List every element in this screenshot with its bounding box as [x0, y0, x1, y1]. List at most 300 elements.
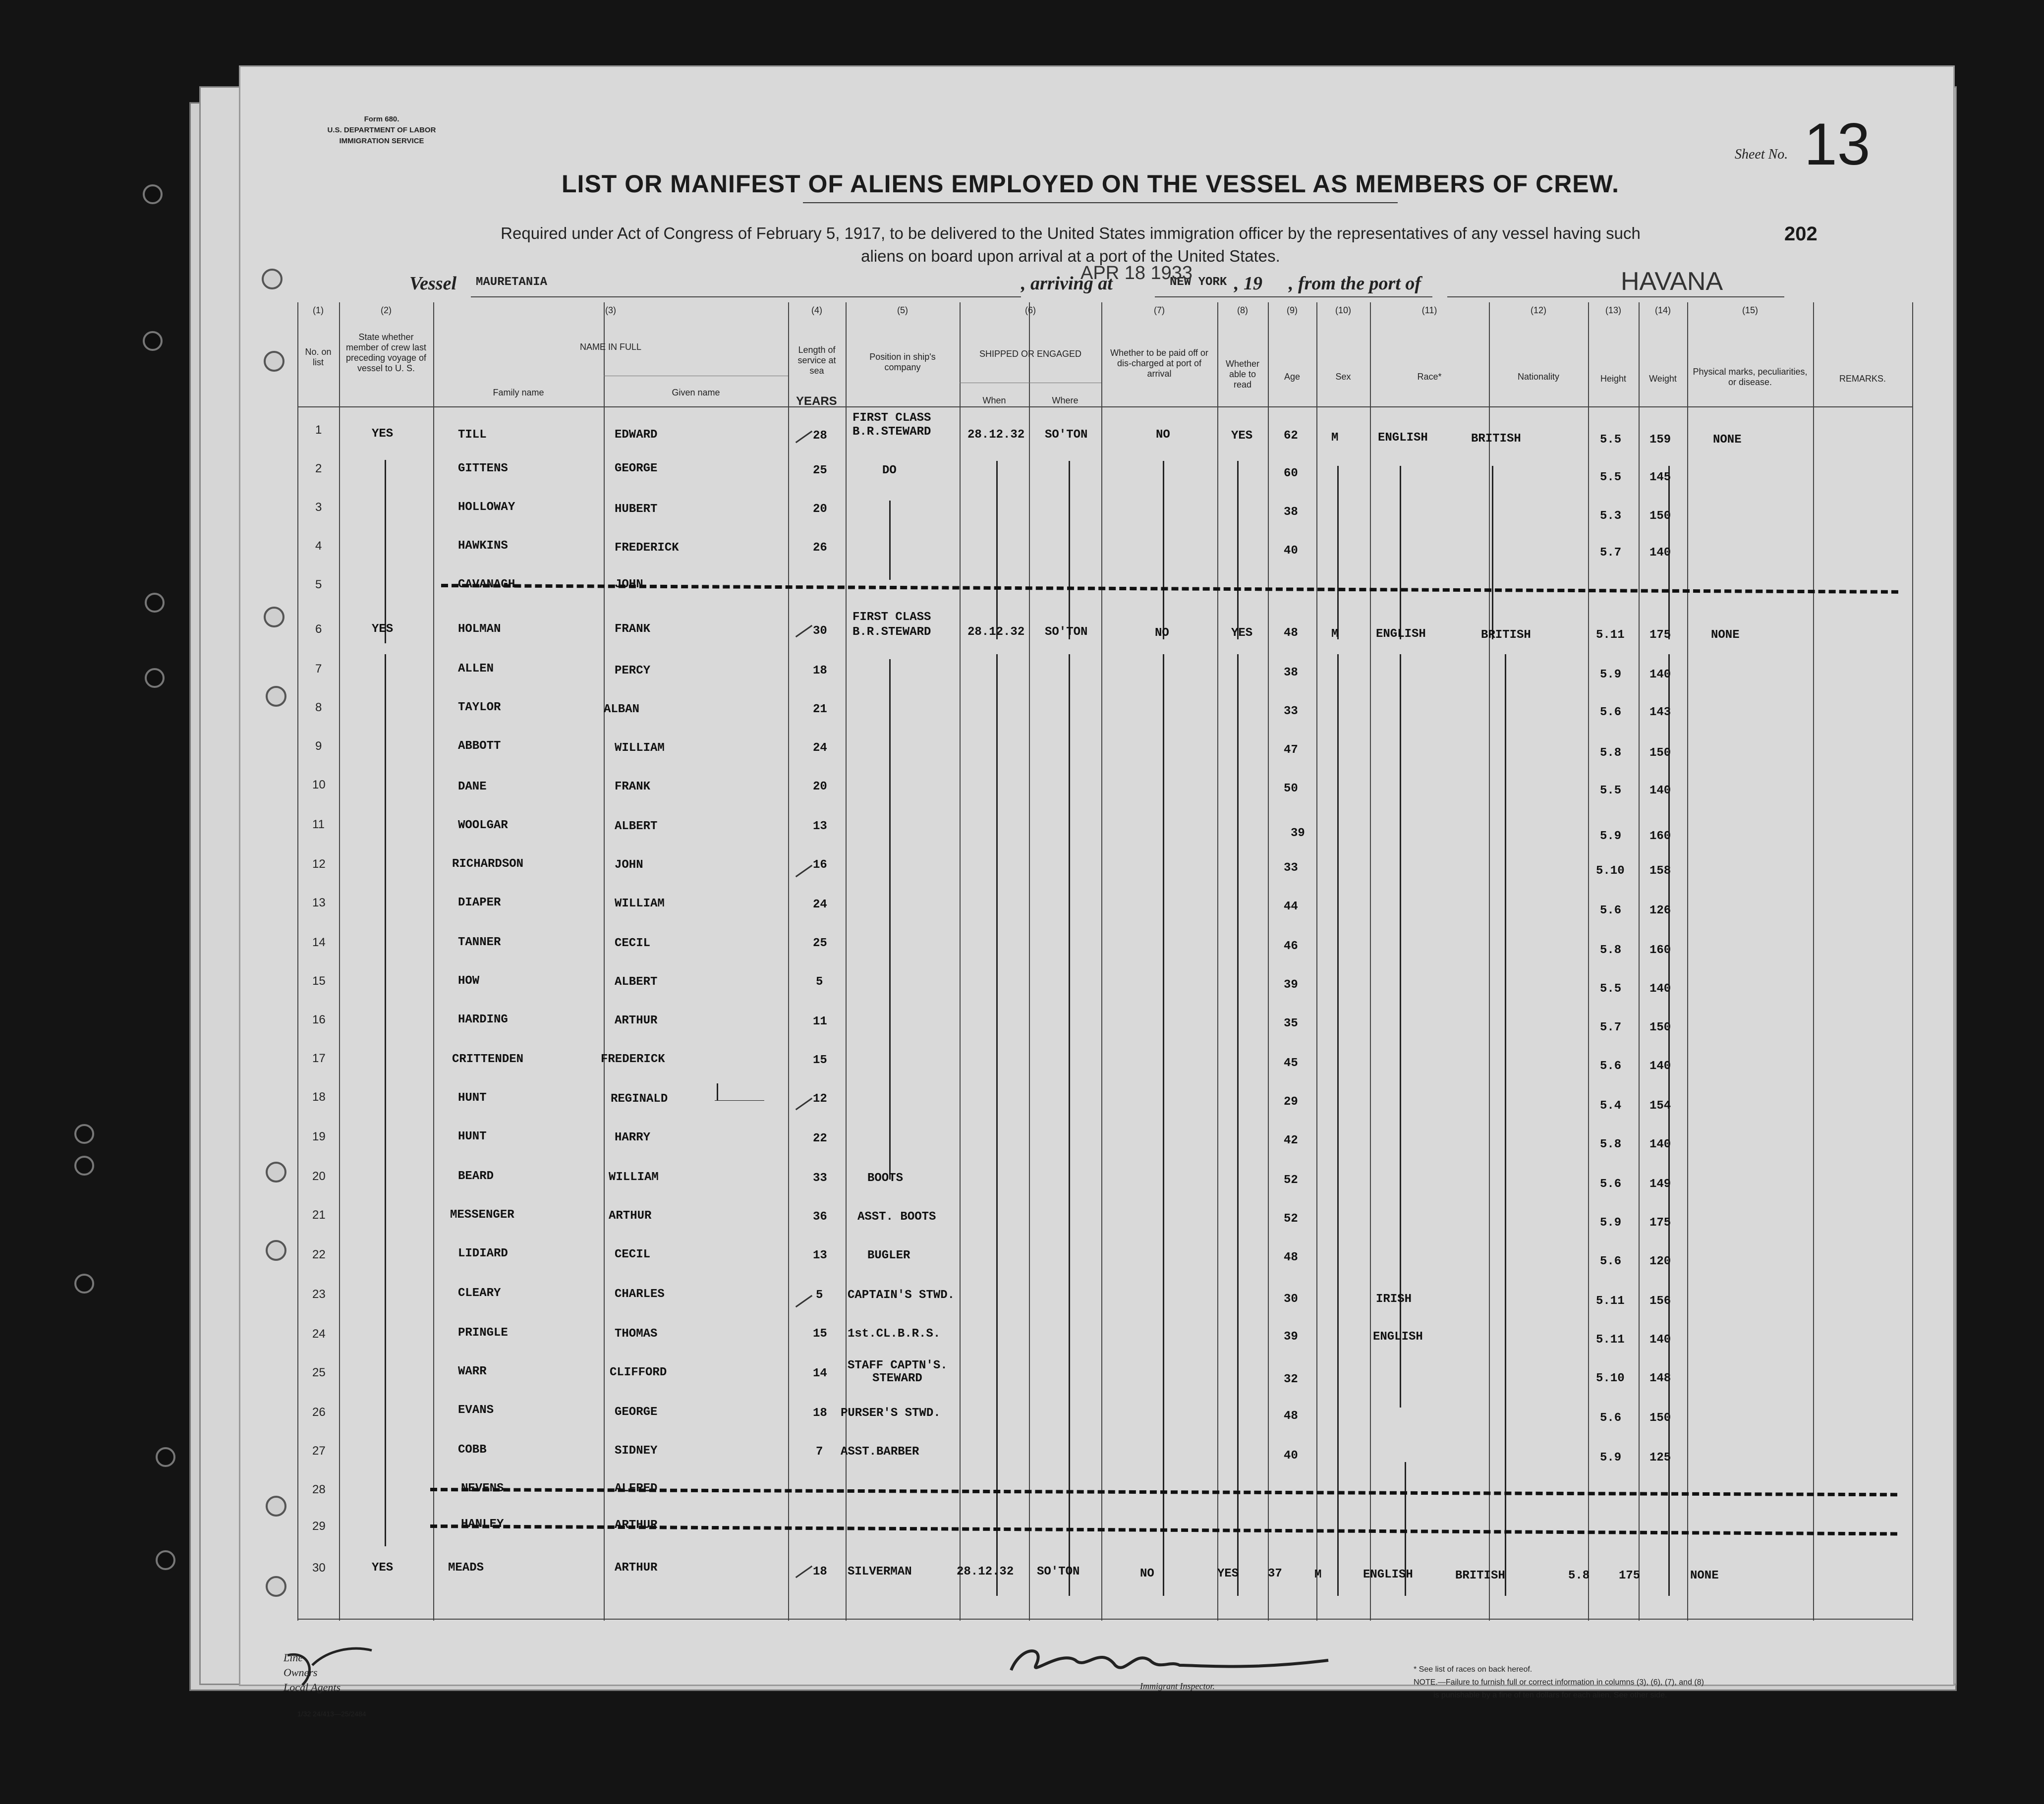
age: 48: [1284, 1409, 1298, 1423]
engaged-where: SO'TON: [1037, 1565, 1080, 1578]
table-row: [297, 411, 1913, 462]
page-hole-icon: [266, 1240, 286, 1261]
vessel-name: MAURETANIA: [476, 276, 548, 289]
weight: 156: [1649, 1295, 1671, 1308]
given-name: THOMAS: [615, 1327, 658, 1341]
family-name: ALLEN: [458, 662, 494, 676]
given-name: ARTHUR: [615, 1561, 658, 1575]
table-row: [297, 578, 1913, 617]
row-number: 4: [315, 539, 322, 553]
position: BUGLER: [867, 1249, 910, 1262]
given-name: CECIL: [615, 1248, 651, 1261]
given-name: FREDERICK: [615, 541, 679, 555]
age: 29: [1284, 1095, 1298, 1109]
height: 5.5: [1600, 784, 1622, 797]
column-number: (5): [897, 305, 908, 315]
handwritten-mark: [715, 1100, 764, 1101]
table-row: [297, 501, 1913, 539]
row-number: 29: [312, 1520, 326, 1533]
form-service: IMMIGRATION SERVICE: [339, 137, 424, 145]
service-years: 14: [813, 1367, 827, 1380]
service-years: 30: [813, 624, 827, 638]
race: IRISH: [1376, 1293, 1412, 1306]
height: 5.5: [1600, 471, 1622, 484]
family-name: EVANS: [458, 1404, 494, 1417]
header-when: When: [982, 395, 1006, 405]
sex: M: [1314, 1568, 1322, 1581]
document-subtitle: [387, 222, 1755, 268]
binder-hole-icon: [74, 1274, 94, 1294]
service-years: 15: [813, 1327, 827, 1341]
table-row: [297, 611, 1913, 655]
column-number: (7): [1154, 305, 1165, 315]
family-name: ABBOTT: [458, 739, 501, 753]
able-to-read: YES: [1231, 626, 1253, 640]
race: ENGLISH: [1378, 431, 1428, 445]
form-identifier: [278, 114, 486, 147]
given-name: ARTHUR: [615, 1519, 658, 1532]
footer-line-label: Line: [284, 1651, 303, 1664]
row-number: 30: [312, 1561, 326, 1575]
weight: 158: [1649, 864, 1671, 878]
column-number: (3): [605, 305, 616, 315]
form-number: Form 680.: [364, 115, 399, 123]
page-hole-icon: [266, 1576, 286, 1597]
table-row: [297, 1196, 1913, 1235]
age: 44: [1284, 900, 1298, 913]
footer-local-agents-label: Local Agents: [284, 1681, 341, 1693]
able-to-read: YES: [1231, 429, 1253, 443]
position: ASST. BOOTS: [857, 1210, 936, 1224]
row-number: 10: [312, 778, 326, 791]
height: 5.10: [1596, 864, 1625, 878]
row-number: 25: [312, 1366, 326, 1379]
family-name: DIAPER: [458, 896, 501, 909]
age: 50: [1284, 782, 1298, 795]
age: 40: [1284, 1449, 1298, 1463]
table-row: [297, 1119, 1913, 1158]
given-name: WILLIAM: [615, 897, 665, 910]
paid-off: NO: [1155, 626, 1169, 640]
column-number: (10): [1335, 305, 1351, 315]
family-name: CLEARY: [458, 1287, 501, 1300]
height: 5.11: [1596, 628, 1625, 642]
height: 5.8: [1568, 1569, 1590, 1582]
weight: 175: [1619, 1569, 1641, 1582]
header-remarks: REMARKS.: [1839, 374, 1886, 384]
row-number: 26: [312, 1406, 326, 1419]
header-where: Where: [1052, 395, 1079, 405]
weight: 140: [1649, 1333, 1671, 1347]
height: 5.6: [1600, 1178, 1622, 1191]
table-row: [297, 1351, 1913, 1390]
from-port: HAVANA: [1621, 267, 1723, 296]
header-position: Position in ship's company: [869, 352, 936, 372]
column-number: (2): [381, 305, 392, 315]
previous-voyage: YES: [372, 1561, 394, 1575]
weight: 160: [1649, 944, 1671, 957]
given-name: WILLIAM: [615, 741, 665, 755]
header-bottom-rule: [297, 406, 1913, 407]
form-department: U.S. DEPARTMENT OF LABOR: [327, 126, 436, 134]
sex: M: [1331, 431, 1339, 445]
weight: 143: [1649, 706, 1671, 719]
service-years: 18: [813, 1407, 827, 1420]
given-name: ARTHUR: [609, 1209, 652, 1223]
family-name: HAWKINS: [458, 539, 508, 553]
arriving-port-underline: [1155, 296, 1432, 297]
engaged-where: SO'TON: [1045, 428, 1088, 442]
table-row: [297, 1390, 1913, 1428]
service-years: 5: [816, 1289, 823, 1302]
row-number: 27: [312, 1444, 326, 1458]
header-family-name: Family name: [493, 388, 544, 397]
arriving-label: , arriving at: [1021, 273, 1113, 294]
family-name: HOW: [458, 974, 480, 988]
column-number: (13): [1605, 305, 1621, 315]
row-number: 8: [315, 701, 322, 714]
height: 5.9: [1600, 830, 1622, 843]
arrival-date-stamp: APR 18 1933: [1080, 263, 1193, 283]
service-years: 7: [816, 1445, 823, 1459]
column-number: (1): [313, 305, 324, 315]
row-number: 22: [312, 1248, 326, 1261]
table-row: [297, 694, 1913, 733]
weight: 148: [1649, 1372, 1671, 1385]
service-years: 16: [813, 858, 827, 872]
family-name: BEARD: [458, 1170, 494, 1183]
table-row: [297, 1506, 1913, 1544]
family-name: HOLMAN: [458, 622, 501, 636]
age: 62: [1284, 429, 1298, 443]
service-years: 24: [813, 741, 827, 755]
given-name: GEORGE: [615, 1406, 658, 1419]
given-name: HUBERT: [615, 503, 658, 516]
binder-hole-icon: [143, 331, 163, 351]
row-number: 21: [312, 1208, 326, 1222]
paid-off: NO: [1156, 428, 1170, 442]
height: 5.3: [1600, 509, 1622, 523]
family-name: RICHARDSON: [452, 857, 524, 871]
service-years: 20: [813, 780, 827, 793]
binder-hole-icon: [145, 668, 165, 688]
age: 39: [1284, 1330, 1298, 1344]
family-name: WARR: [458, 1365, 487, 1378]
given-name: ALBERT: [615, 820, 658, 833]
service-years: 12: [813, 1092, 827, 1106]
table-row: [297, 1312, 1913, 1351]
header-race: Race*: [1417, 372, 1442, 382]
weight: 150: [1649, 1411, 1671, 1425]
service-years: 26: [813, 541, 827, 555]
service-years: 24: [813, 898, 827, 911]
row-number: 13: [312, 896, 326, 909]
age: 52: [1284, 1174, 1298, 1187]
page-hole-icon: [266, 1496, 286, 1517]
weight: 150: [1649, 509, 1671, 523]
physical-marks: NONE: [1711, 628, 1740, 642]
vessel-line: [268, 263, 1804, 300]
column-number: (11): [1421, 305, 1437, 315]
given-name: ARTHUR: [615, 1014, 658, 1027]
age: 39: [1291, 827, 1305, 840]
age: 38: [1284, 506, 1298, 519]
column-number: (15): [1742, 305, 1758, 315]
able-to-read: YES: [1217, 1567, 1239, 1580]
row-number: 17: [312, 1052, 326, 1065]
age: 32: [1284, 1373, 1298, 1386]
table-row: [297, 655, 1913, 694]
row-number: 28: [312, 1483, 326, 1496]
binder-hole-icon: [74, 1156, 94, 1176]
age: 48: [1284, 1251, 1298, 1264]
service-years: 5: [816, 975, 823, 989]
binder-hole-icon: [145, 593, 165, 613]
table-row: [297, 1428, 1913, 1467]
sheet-number: 13: [1804, 111, 1871, 177]
column-number: (9): [1287, 305, 1298, 315]
height: 5.8: [1600, 1138, 1622, 1151]
row-number: 9: [315, 739, 322, 753]
service-years: 25: [813, 464, 827, 477]
binder-hole-icon: [156, 1447, 175, 1467]
position: ASST.BARBER: [841, 1445, 919, 1459]
row-number: 14: [312, 936, 326, 949]
table-row: [297, 1274, 1913, 1312]
service-years: 13: [813, 820, 827, 833]
height: 5.11: [1596, 1333, 1625, 1347]
service-years: 25: [813, 937, 827, 950]
weight: 120: [1649, 1255, 1671, 1268]
height: 5.6: [1600, 1411, 1622, 1425]
year-label: , 19: [1234, 273, 1262, 294]
position-line-2: B.R.STEWARD: [852, 425, 931, 439]
table-row: [297, 1544, 1913, 1583]
header-no-on-list: No. on list: [305, 347, 332, 367]
page-hole-icon: [266, 686, 286, 707]
height: 5.7: [1600, 546, 1622, 560]
position: CAPTAIN'S STWD.: [848, 1289, 955, 1302]
header-given-name: Given name: [672, 388, 720, 397]
given-name: PERCY: [615, 664, 651, 677]
sheet-label: Sheet No.: [1735, 147, 1788, 162]
subtitle-line-2: aliens on board upon arrival at a port of the United States.: [861, 247, 1280, 265]
family-name: HUNT: [458, 1130, 487, 1143]
vessel-label: Vessel: [409, 273, 456, 294]
title-rule: [803, 202, 1398, 203]
page-hole-icon: [266, 1162, 286, 1183]
service-years: 18: [813, 1565, 827, 1578]
weight: 125: [1649, 1451, 1671, 1465]
age: 48: [1284, 626, 1298, 640]
height: 5.6: [1600, 1060, 1622, 1073]
form-print-code: 1/32 24/413—25/2484: [297, 1710, 366, 1718]
service-years: 21: [813, 703, 827, 716]
given-name: SIDNEY: [615, 1444, 658, 1458]
row-number: 11: [312, 818, 325, 831]
inspector-label: Immigrant Inspector.: [1140, 1681, 1215, 1691]
race: ENGLISH: [1363, 1568, 1413, 1581]
weight: 140: [1649, 1138, 1671, 1151]
age: 33: [1284, 705, 1298, 718]
age: 40: [1284, 544, 1298, 558]
height: 5.9: [1600, 1451, 1622, 1465]
column-number: (12): [1530, 305, 1546, 315]
header-years: YEARS: [796, 395, 837, 408]
sex: M: [1331, 627, 1339, 641]
weight: 140: [1649, 1060, 1671, 1073]
from-port-underline: [1447, 296, 1784, 297]
header-name-in-full: NAME IN FULL: [579, 342, 642, 352]
position: 1st.CL.B.R.S.: [848, 1327, 941, 1341]
header-paid-off: Whether to be paid off or dis-charged at port of arrival: [1110, 348, 1208, 379]
age: 30: [1284, 1293, 1298, 1306]
note-races: * See list of races on back hereof.: [1414, 1665, 1533, 1674]
row-strike-through: [441, 584, 1898, 594]
service-years: 15: [813, 1054, 827, 1067]
given-name: FRANK: [615, 622, 651, 636]
service-years: 18: [813, 664, 827, 677]
weight: 150: [1649, 746, 1671, 760]
binder-hole-icon: [143, 184, 163, 204]
age: 38: [1284, 666, 1298, 679]
given-name: GEORGE: [615, 462, 658, 475]
table-row: [297, 1158, 1913, 1196]
row-number: 24: [312, 1327, 326, 1341]
height: 5.11: [1596, 1295, 1625, 1308]
header-state-whether: State whether member of crew last preceding voyage of vessel to U. S.: [345, 332, 427, 373]
row-number: 3: [315, 501, 322, 514]
age: 47: [1284, 743, 1298, 757]
header-shipped-engaged: SHIPPED OR ENGAGED: [979, 349, 1082, 359]
nationality: BRITISH: [1481, 628, 1531, 642]
height: 5.5: [1600, 982, 1622, 996]
row-number: 5: [315, 578, 322, 591]
table-row: [297, 810, 1913, 848]
position-line-2: B.R.STEWARD: [852, 625, 931, 639]
age: 60: [1284, 467, 1298, 480]
service-years: 36: [813, 1210, 827, 1224]
height: 5.9: [1600, 1216, 1622, 1230]
column-number: (4): [811, 305, 822, 315]
table-row: [297, 733, 1913, 771]
family-name: PRINGLE: [458, 1326, 508, 1340]
position: STAFF CAPTN'S.: [848, 1359, 948, 1372]
age: 33: [1284, 861, 1298, 875]
height: 5.4: [1600, 1099, 1622, 1113]
table-row: [297, 1235, 1913, 1274]
family-name: HUNT: [458, 1091, 487, 1105]
given-name: WILLIAM: [609, 1171, 659, 1184]
row-number: 7: [315, 662, 322, 676]
family-name: LIDIARD: [458, 1247, 508, 1260]
weight: 175: [1649, 1216, 1671, 1230]
position: BOOTS: [867, 1172, 904, 1185]
list-number: 202: [1784, 223, 1817, 245]
row-number: 12: [312, 857, 326, 871]
column-number: (14): [1654, 305, 1671, 315]
height: 5.7: [1600, 1021, 1622, 1034]
table-row: [297, 1080, 1913, 1119]
service-years: 20: [813, 503, 827, 516]
position: SILVERMAN: [848, 1565, 912, 1578]
engaged-when: 28.12.32: [957, 1565, 1014, 1578]
table-row: [297, 539, 1913, 578]
physical-marks: NONE: [1713, 433, 1742, 447]
given-name: ALFRED: [615, 1482, 658, 1495]
family-name: WOOLGAR: [458, 819, 508, 832]
row-number: 19: [312, 1130, 326, 1143]
age: 46: [1284, 940, 1298, 953]
service-years: 11: [813, 1015, 827, 1028]
position: FIRST CLASS: [852, 411, 931, 425]
binder-hole-icon: [156, 1550, 175, 1570]
given-name: CECIL: [615, 937, 651, 950]
height: 5.8: [1600, 944, 1622, 957]
family-name: TAYLOR: [458, 701, 501, 714]
family-name: COBB: [458, 1443, 487, 1457]
given-name: REGINALD: [611, 1092, 668, 1106]
weight: 140: [1649, 668, 1671, 681]
header-able-read: Whether able to read: [1225, 359, 1260, 390]
crew-manifest-table: [297, 302, 1913, 1621]
weight: 150: [1649, 1021, 1671, 1034]
given-name: ALBERT: [615, 975, 658, 989]
given-name: CLIFFORD: [610, 1366, 667, 1379]
physical-marks: NONE: [1690, 1569, 1719, 1582]
race: ENGLISH: [1373, 1330, 1423, 1344]
table-bottom-rule: [297, 1619, 1913, 1620]
note-failure: NOTE.—Failure to furnish full or correct information in columns (3), (6), (7), and (8): [1414, 1678, 1704, 1687]
subtitle-line-1: Required under Act of Congress of February 5, 1917, to be delivered to the United States immigration officer by the representatives of any vessel having such: [501, 224, 1641, 242]
vessel-name-underline: [471, 296, 1021, 297]
row-number: 2: [315, 462, 322, 475]
note-fine: is punishable by a fine of ten dollars for each alien. See other side.: [1433, 1691, 1667, 1699]
position: FIRST CLASS: [852, 611, 931, 624]
weight: 159: [1649, 433, 1671, 447]
family-name: MESSENGER: [450, 1208, 514, 1222]
nationality: BRITISH: [1455, 1569, 1505, 1582]
service-years: 22: [813, 1132, 827, 1145]
family-name: HOLLOWAY: [458, 501, 515, 514]
family-name: MEADS: [448, 1561, 484, 1575]
page-hole-icon: [264, 351, 284, 372]
header-age: Age: [1284, 372, 1301, 382]
row-number: 6: [315, 622, 322, 636]
header-weight: Weight: [1649, 374, 1677, 384]
table-row: [297, 926, 1913, 964]
height: 5.8: [1600, 746, 1622, 760]
handwritten-mark: [717, 1083, 718, 1100]
previous-voyage: YES: [372, 622, 394, 636]
age: 45: [1284, 1057, 1298, 1070]
paid-off: NO: [1140, 1567, 1154, 1580]
age: 42: [1284, 1134, 1298, 1147]
given-name: CHARLES: [615, 1288, 665, 1301]
height: 5.9: [1600, 668, 1622, 681]
table-row: [297, 848, 1913, 887]
header-length-service: Length of service at sea: [797, 345, 836, 376]
family-name: CAVANAGH: [458, 578, 515, 591]
weight: 126: [1649, 904, 1671, 917]
position-line-2: STEWARD: [872, 1372, 922, 1385]
weight: 175: [1649, 628, 1671, 642]
table-row: [297, 771, 1913, 810]
family-name: TILL: [458, 428, 487, 442]
header-physical-marks: Physical marks, peculiarities, or disease.: [1693, 367, 1808, 387]
family-name: CRITTENDEN: [452, 1053, 524, 1066]
race: ENGLISH: [1376, 627, 1426, 641]
